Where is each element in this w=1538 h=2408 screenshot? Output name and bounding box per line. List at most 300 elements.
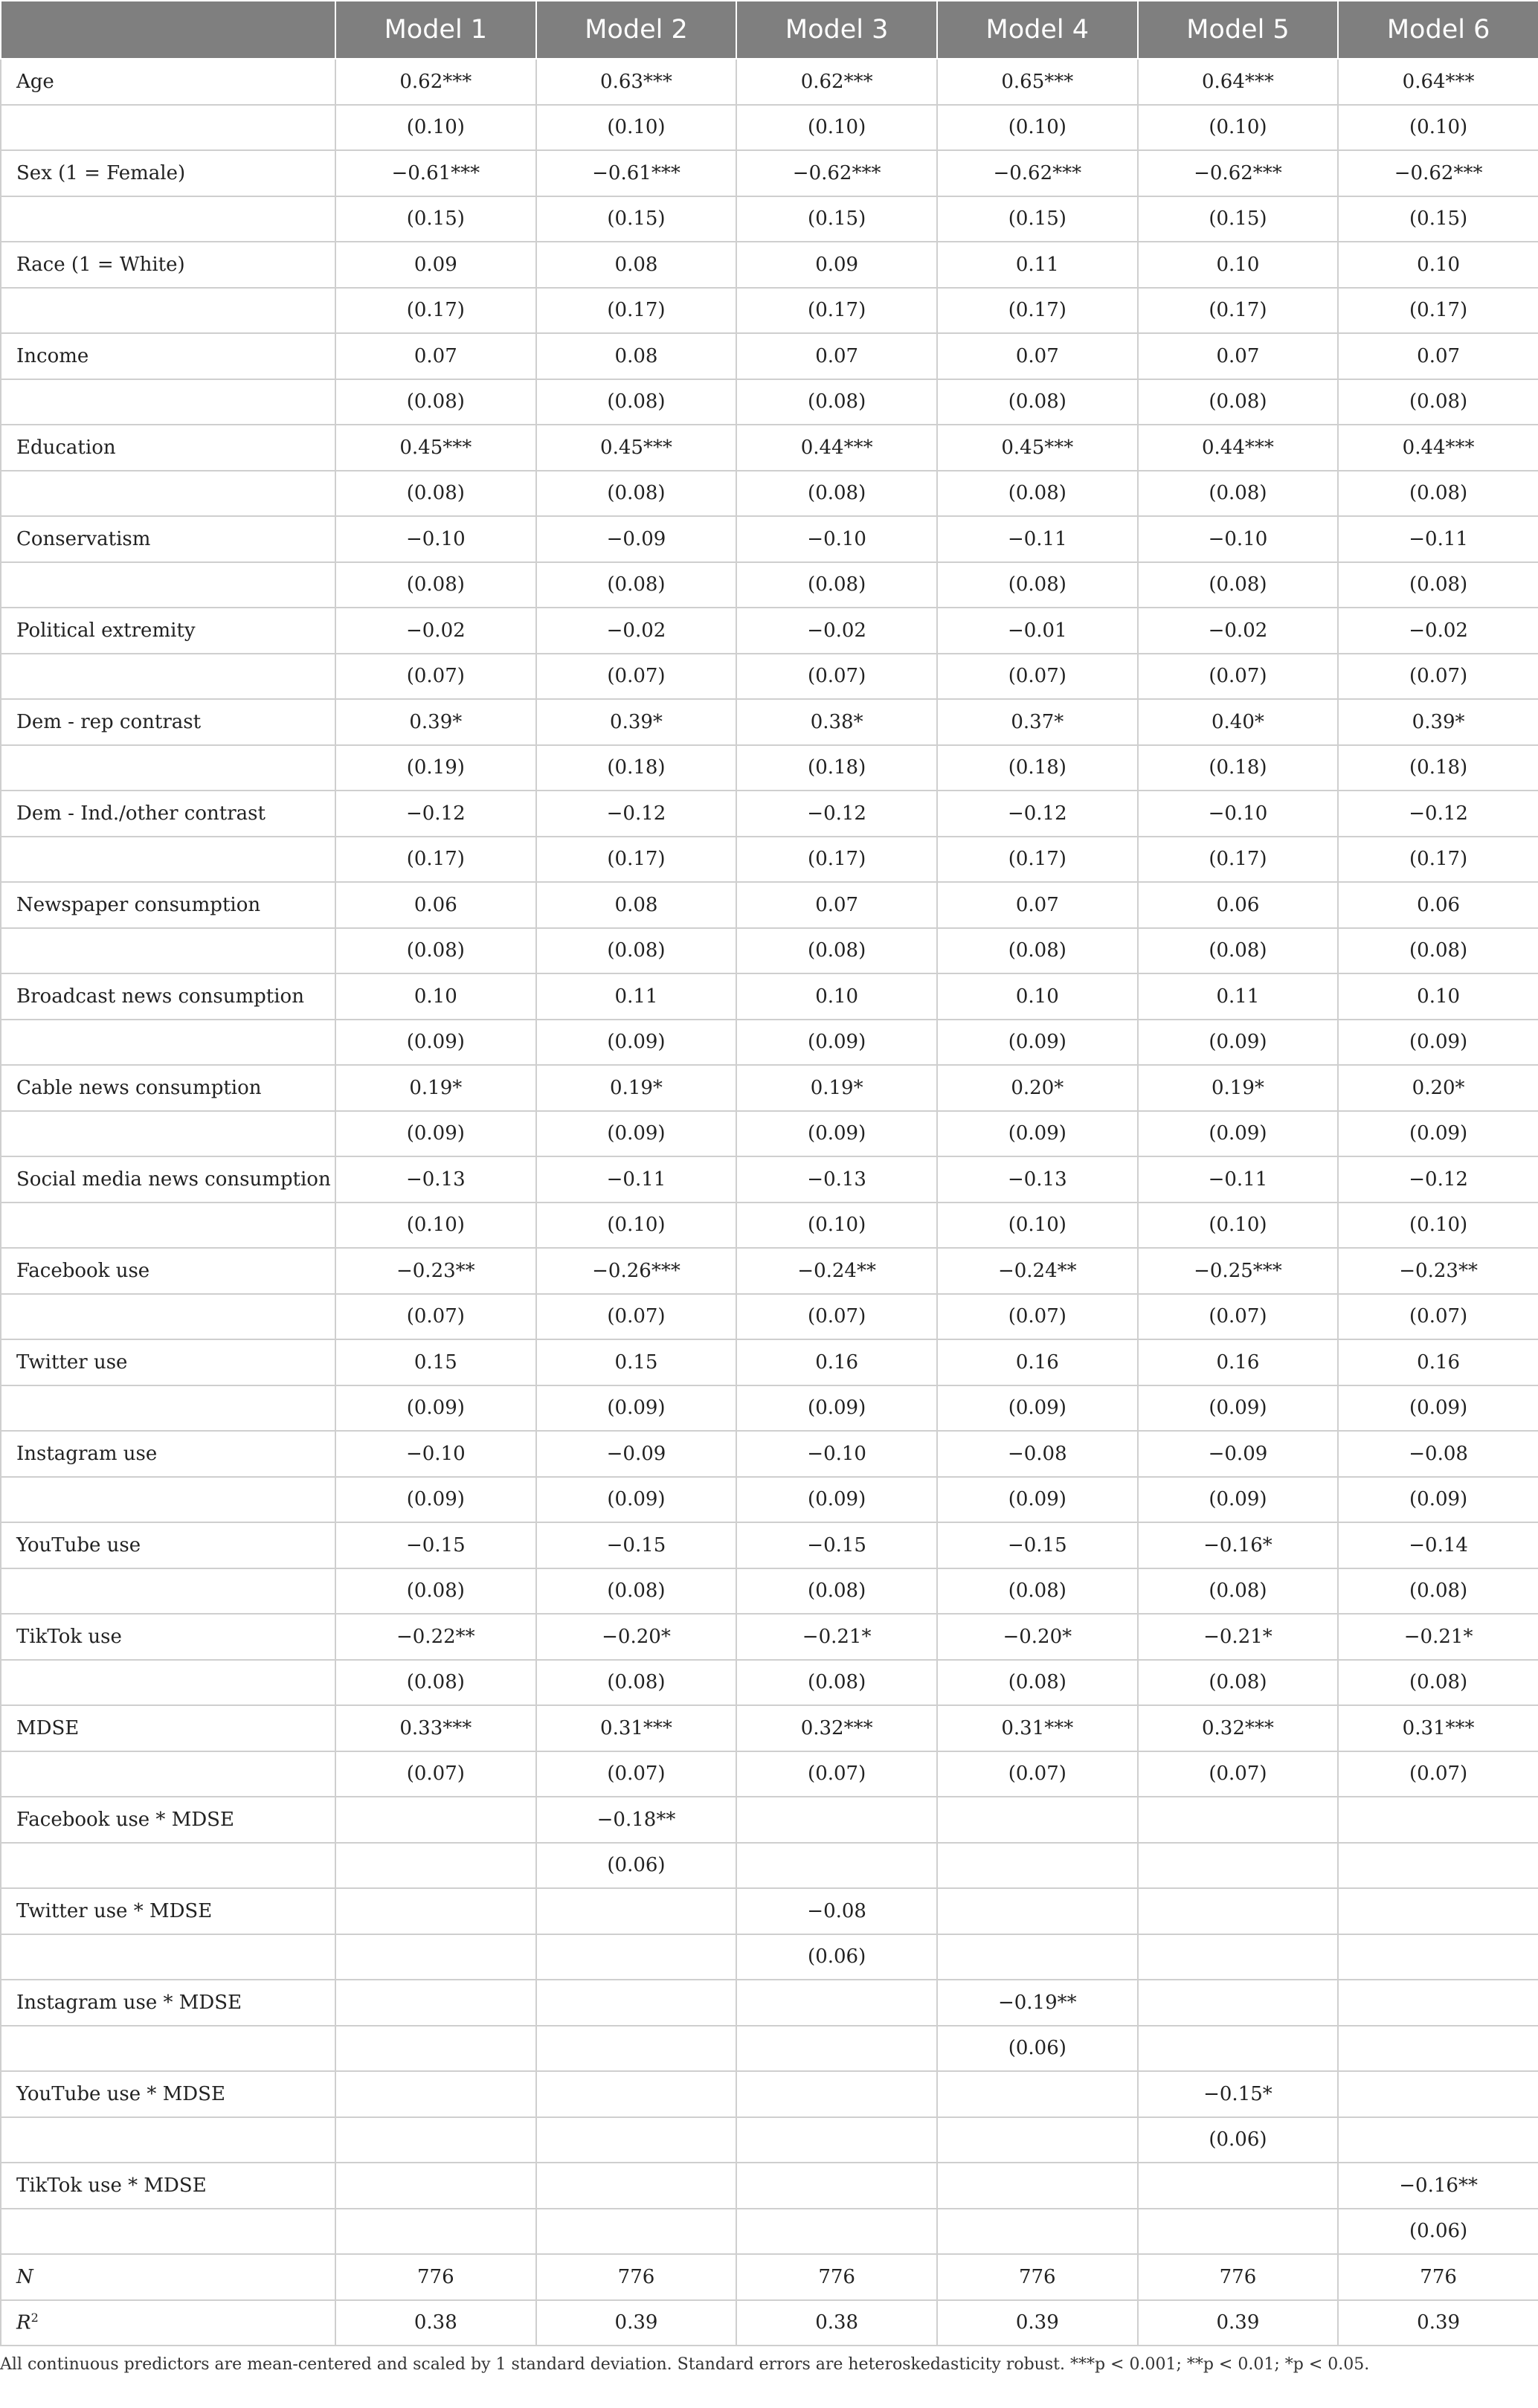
coef-cell: −0.19** — [937, 1980, 1138, 2026]
coef-cell — [1338, 1888, 1538, 1934]
coef-cell: 0.11 — [937, 242, 1138, 288]
se-cell: (0.18) — [736, 745, 937, 791]
se-cell: (0.07) — [536, 654, 737, 700]
coef-cell: 0.07 — [1338, 333, 1538, 379]
coef-cell: 0.32*** — [1138, 1705, 1339, 1751]
table-row — [1, 333, 1538, 379]
row-label: Twitter use — [1, 1339, 335, 1385]
se-cell: (0.08) — [937, 1568, 1138, 1615]
table-row-se — [1, 196, 1538, 242]
row-label: MDSE — [1, 1705, 335, 1751]
coef-cell: −0.09 — [1138, 1431, 1339, 1477]
table-row-se — [1, 1751, 1538, 1797]
se-cell: (0.08) — [335, 471, 536, 517]
coef-cell: 0.32*** — [736, 1705, 937, 1751]
se-cell: (0.17) — [937, 288, 1138, 334]
coef-cell: 0.06 — [1338, 882, 1538, 928]
coef-cell: 0.44*** — [736, 425, 937, 471]
se-cell — [1138, 2209, 1339, 2255]
coef-cell: −0.12 — [1338, 1156, 1538, 1203]
se-cell: (0.07) — [335, 1751, 536, 1797]
se-cell: (0.08) — [937, 471, 1138, 517]
se-cell: (0.15) — [536, 196, 737, 242]
se-cell: (0.08) — [1138, 379, 1339, 425]
coef-cell: −0.22** — [335, 1614, 536, 1660]
se-cell: (0.10) — [736, 1203, 937, 1249]
table-row — [1, 791, 1538, 837]
se-cell: (0.07) — [736, 1751, 937, 1797]
se-cell: (0.08) — [536, 928, 737, 974]
se-cell: (0.10) — [1338, 1203, 1538, 1249]
table-row-se — [1, 471, 1538, 517]
coef-cell: 0.07 — [1138, 333, 1339, 379]
se-cell: (0.18) — [1138, 745, 1339, 791]
coef-cell: −0.21* — [1338, 1614, 1538, 1660]
table-row — [1, 1156, 1538, 1203]
row-label: TikTok use * MDSE — [1, 2163, 335, 2209]
se-cell — [335, 2209, 536, 2255]
se-cell: (0.08) — [536, 471, 737, 517]
table-row — [1, 2071, 1538, 2117]
coef-cell: 0.33*** — [335, 1705, 536, 1751]
table-row — [1, 973, 1538, 1020]
coef-cell: −0.11 — [937, 516, 1138, 562]
se-cell: (0.08) — [335, 1568, 536, 1615]
row-label-empty — [1, 1385, 335, 1432]
coef-cell: −0.61*** — [536, 150, 737, 196]
row-label: Twitter use * MDSE — [1, 1888, 335, 1934]
se-cell: (0.08) — [736, 379, 937, 425]
se-cell: (0.08) — [1338, 379, 1538, 425]
table-row — [1, 1248, 1538, 1294]
coef-cell: −0.01 — [937, 608, 1138, 654]
se-cell: (0.08) — [536, 379, 737, 425]
table-row — [1, 1339, 1538, 1385]
coef-cell: −0.12 — [335, 791, 536, 837]
se-cell: (0.15) — [736, 196, 937, 242]
coef-cell: −0.09 — [536, 516, 737, 562]
se-cell: (0.10) — [335, 105, 536, 151]
se-cell: (0.17) — [1338, 288, 1538, 334]
row-label-empty — [1, 196, 335, 242]
n-value: 776 — [335, 2254, 536, 2300]
coef-cell: 0.07 — [937, 882, 1138, 928]
se-cell: (0.08) — [736, 928, 937, 974]
coef-cell: −0.10 — [1138, 791, 1339, 837]
coef-cell: 0.09 — [335, 242, 536, 288]
coef-cell: 0.39* — [335, 699, 536, 745]
se-cell — [536, 2117, 737, 2163]
row-label: Sex (1 = Female) — [1, 150, 335, 196]
se-cell: (0.06) — [536, 1843, 737, 1889]
r2-value: 0.39 — [1338, 2300, 1538, 2346]
table-row-se — [1, 2026, 1538, 2072]
table-row — [1, 1797, 1538, 1843]
r2-label-base: R — [16, 2312, 31, 2335]
se-cell: (0.08) — [536, 1660, 737, 1706]
table-footnote: All continuous predictors are mean-centered and scaled by 1 standard deviation. Standard errors are heteroskedasticity robust. ***p < 0.001; **p < 0.01; *p < 0.05. — [0, 2355, 1370, 2374]
se-cell: (0.07) — [937, 1751, 1138, 1797]
coef-cell: 0.31*** — [536, 1705, 737, 1751]
coef-cell: −0.11 — [1138, 1156, 1339, 1203]
row-label: Newspaper consumption — [1, 882, 335, 928]
se-cell: (0.06) — [736, 1934, 937, 1980]
row-label-empty — [1, 654, 335, 700]
coef-cell — [1138, 1797, 1339, 1843]
row-label-empty — [1, 379, 335, 425]
se-cell — [335, 1843, 536, 1889]
table-row-se — [1, 562, 1538, 608]
coef-cell — [1338, 2071, 1538, 2117]
coef-cell — [937, 1888, 1138, 1934]
coef-cell: 0.09 — [736, 242, 937, 288]
row-label-empty — [1, 1568, 335, 1615]
coef-cell: 0.10 — [1138, 242, 1339, 288]
coef-cell: 0.15 — [335, 1339, 536, 1385]
table-row — [1, 1888, 1538, 1934]
coef-cell: 0.37* — [937, 699, 1138, 745]
table-row-se — [1, 1020, 1538, 1066]
se-cell: (0.17) — [937, 837, 1138, 883]
se-cell: (0.09) — [536, 1477, 737, 1523]
coef-cell: 0.39* — [536, 699, 737, 745]
coef-cell: −0.24** — [937, 1248, 1138, 1294]
row-label-empty — [1, 1843, 335, 1889]
row-label-empty — [1, 1660, 335, 1706]
coef-cell: 0.08 — [536, 333, 737, 379]
coef-cell: −0.12 — [1338, 791, 1538, 837]
row-label: Race (1 = White) — [1, 242, 335, 288]
coef-cell: −0.24** — [736, 1248, 937, 1294]
se-cell: (0.09) — [937, 1477, 1138, 1523]
coef-cell: 0.08 — [536, 242, 737, 288]
coef-cell: −0.15* — [1138, 2071, 1339, 2117]
se-cell: (0.09) — [736, 1111, 937, 1157]
row-label: Instagram use * MDSE — [1, 1980, 335, 2026]
se-cell — [335, 1934, 536, 1980]
se-cell: (0.08) — [1138, 471, 1339, 517]
se-cell: (0.06) — [1338, 2209, 1538, 2255]
se-cell — [1338, 2026, 1538, 2072]
coef-cell — [335, 2163, 536, 2209]
coef-cell — [937, 2163, 1138, 2209]
coef-cell: 0.10 — [1338, 973, 1538, 1020]
table-row — [1, 425, 1538, 471]
se-cell: (0.09) — [335, 1385, 536, 1432]
coef-cell — [937, 1797, 1138, 1843]
se-cell: (0.08) — [1338, 471, 1538, 517]
row-label-empty — [1, 837, 335, 883]
se-cell: (0.09) — [1338, 1020, 1538, 1066]
se-cell: (0.08) — [736, 1568, 937, 1615]
coef-cell: −0.62*** — [1338, 150, 1538, 196]
coef-cell: −0.26*** — [536, 1248, 737, 1294]
r2-label — [1, 2300, 335, 2346]
se-cell: (0.15) — [937, 196, 1138, 242]
se-cell: (0.07) — [1338, 1751, 1538, 1797]
se-cell: (0.08) — [1138, 562, 1339, 608]
coef-cell: −0.02 — [1138, 608, 1339, 654]
row-label-empty — [1, 1203, 335, 1249]
se-cell: (0.19) — [335, 745, 536, 791]
coef-cell: −0.08 — [736, 1888, 937, 1934]
se-cell: (0.07) — [1138, 654, 1339, 700]
table-row — [1, 1065, 1538, 1111]
coef-cell: 0.44*** — [1338, 425, 1538, 471]
coef-cell: 0.07 — [937, 333, 1138, 379]
se-cell: (0.07) — [335, 654, 536, 700]
se-cell: (0.08) — [736, 471, 937, 517]
n-label — [1, 2254, 335, 2300]
table-row-se — [1, 1385, 1538, 1432]
se-cell — [1338, 2117, 1538, 2163]
row-label-empty — [1, 1020, 335, 1066]
se-cell: (0.09) — [937, 1111, 1138, 1157]
row-label-empty — [1, 105, 335, 151]
se-cell: (0.17) — [1338, 837, 1538, 883]
coef-cell: −0.10 — [335, 1431, 536, 1477]
table-row-se — [1, 1660, 1538, 1706]
table-row — [1, 608, 1538, 654]
se-cell: (0.10) — [1138, 105, 1339, 151]
table-row-se — [1, 288, 1538, 334]
coef-cell: 0.10 — [736, 973, 937, 1020]
coef-cell: 0.44*** — [1138, 425, 1339, 471]
coef-cell: −0.62*** — [1138, 150, 1339, 196]
table-row-se — [1, 1111, 1538, 1157]
se-cell: (0.17) — [335, 837, 536, 883]
n-value: 776 — [736, 2254, 937, 2300]
table-row — [1, 1522, 1538, 1568]
coef-cell: 0.64*** — [1338, 59, 1538, 105]
coef-cell: −0.23** — [335, 1248, 536, 1294]
se-cell: (0.08) — [1138, 928, 1339, 974]
row-label: Facebook use — [1, 1248, 335, 1294]
coef-cell: 0.16 — [1338, 1339, 1538, 1385]
r2-value: 0.38 — [736, 2300, 937, 2346]
table-row-se — [1, 1203, 1538, 1249]
row-label: Cable news consumption — [1, 1065, 335, 1111]
r2-value: 0.39 — [536, 2300, 737, 2346]
row-label-empty — [1, 2026, 335, 2072]
se-cell: (0.07) — [335, 1294, 536, 1340]
coef-cell: 0.40* — [1138, 699, 1339, 745]
row-label: YouTube use — [1, 1522, 335, 1568]
coef-cell: −0.12 — [536, 791, 737, 837]
se-cell: (0.07) — [937, 1294, 1138, 1340]
se-cell: (0.10) — [937, 1203, 1138, 1249]
coef-cell: 0.19* — [536, 1065, 737, 1111]
coef-cell: 0.62*** — [335, 59, 536, 105]
se-cell — [736, 2209, 937, 2255]
coef-cell: −0.11 — [1338, 516, 1538, 562]
se-cell: (0.08) — [736, 562, 937, 608]
coef-cell: −0.02 — [335, 608, 536, 654]
coef-cell: 0.65*** — [937, 59, 1138, 105]
coef-cell — [1338, 1797, 1538, 1843]
coef-cell: −0.14 — [1338, 1522, 1538, 1568]
se-cell: (0.07) — [1338, 654, 1538, 700]
coef-cell: −0.15 — [536, 1522, 737, 1568]
se-cell: (0.09) — [536, 1111, 737, 1157]
se-cell: (0.08) — [937, 562, 1138, 608]
se-cell: (0.09) — [1338, 1111, 1538, 1157]
coef-cell — [536, 1888, 737, 1934]
table-row — [1, 516, 1538, 562]
row-label: Facebook use * MDSE — [1, 1797, 335, 1843]
se-cell: (0.10) — [736, 105, 937, 151]
header-model-3: Model 3 — [736, 1, 937, 59]
header-model-6: Model 6 — [1338, 1, 1538, 59]
n-value: 776 — [536, 2254, 737, 2300]
coef-cell: −0.12 — [937, 791, 1138, 837]
coef-cell: −0.62*** — [937, 150, 1138, 196]
coef-cell — [335, 1888, 536, 1934]
coef-cell: 0.08 — [536, 882, 737, 928]
se-cell: (0.17) — [1138, 837, 1339, 883]
coef-cell: 0.10 — [1338, 242, 1538, 288]
table-row — [1, 1980, 1538, 2026]
row-label: Income — [1, 333, 335, 379]
coef-cell: −0.13 — [736, 1156, 937, 1203]
coef-cell: 0.19* — [335, 1065, 536, 1111]
coef-cell: 0.07 — [736, 333, 937, 379]
coef-cell: −0.02 — [536, 608, 737, 654]
se-cell — [1338, 1843, 1538, 1889]
header-model-4: Model 4 — [937, 1, 1138, 59]
se-cell: (0.07) — [736, 654, 937, 700]
se-cell — [1338, 1934, 1538, 1980]
table-row-se — [1, 837, 1538, 883]
se-cell — [937, 2117, 1138, 2163]
coef-cell: 0.07 — [736, 882, 937, 928]
se-cell: (0.07) — [536, 1294, 737, 1340]
row-label: Conservatism — [1, 516, 335, 562]
se-cell — [736, 2026, 937, 2072]
se-cell: (0.07) — [1138, 1751, 1339, 1797]
coef-cell: 0.07 — [335, 333, 536, 379]
coef-cell: −0.15 — [335, 1522, 536, 1568]
se-cell: (0.08) — [1138, 1660, 1339, 1706]
row-label: Dem - Ind./other contrast — [1, 791, 335, 837]
se-cell: (0.07) — [1138, 1294, 1339, 1340]
coef-cell: 0.62*** — [736, 59, 937, 105]
coef-cell — [1138, 2163, 1339, 2209]
row-label: Social media news consumption — [1, 1156, 335, 1203]
row-label-empty — [1, 928, 335, 974]
coef-cell: 0.45*** — [937, 425, 1138, 471]
coef-cell: −0.20* — [536, 1614, 737, 1660]
table-row-se — [1, 654, 1538, 700]
coef-cell: 0.11 — [536, 973, 737, 1020]
row-label-empty — [1, 1751, 335, 1797]
header-row — [1, 1, 1538, 59]
table-row-se — [1, 1294, 1538, 1340]
table-row — [1, 1614, 1538, 1660]
se-cell: (0.15) — [335, 196, 536, 242]
coef-cell: 0.19* — [1138, 1065, 1339, 1111]
r2-label-sup: 2 — [30, 2311, 39, 2325]
se-cell — [335, 2026, 536, 2072]
se-cell: (0.08) — [335, 1660, 536, 1706]
coef-cell: 0.20* — [1338, 1065, 1538, 1111]
table-row — [1, 242, 1538, 288]
se-cell: (0.17) — [736, 837, 937, 883]
row-label-empty — [1, 471, 335, 517]
se-cell: (0.07) — [536, 1751, 737, 1797]
se-cell: (0.09) — [736, 1020, 937, 1066]
table-row-se — [1, 379, 1538, 425]
se-cell: (0.10) — [335, 1203, 536, 1249]
coef-cell: −0.23** — [1338, 1248, 1538, 1294]
se-cell: (0.17) — [736, 288, 937, 334]
coef-cell: 0.45*** — [335, 425, 536, 471]
header-model-5: Model 5 — [1138, 1, 1339, 59]
se-cell: (0.10) — [536, 1203, 737, 1249]
coef-cell: 0.10 — [335, 973, 536, 1020]
coef-cell: 0.16 — [1138, 1339, 1339, 1385]
se-cell: (0.08) — [335, 928, 536, 974]
se-cell: (0.15) — [1138, 196, 1339, 242]
r2-row — [1, 2300, 1538, 2346]
row-label: Instagram use — [1, 1431, 335, 1477]
coef-cell: 0.38* — [736, 699, 937, 745]
coef-cell — [736, 1980, 937, 2026]
se-cell: (0.06) — [1138, 2117, 1339, 2163]
coef-cell: −0.02 — [1338, 608, 1538, 654]
table-row-se — [1, 2209, 1538, 2255]
coef-cell: −0.02 — [736, 608, 937, 654]
r2-value: 0.39 — [937, 2300, 1138, 2346]
coef-cell: 0.06 — [335, 882, 536, 928]
se-cell: (0.18) — [937, 745, 1138, 791]
n-row — [1, 2254, 1538, 2300]
table-row-se — [1, 745, 1538, 791]
se-cell: (0.08) — [335, 562, 536, 608]
coef-cell: −0.10 — [736, 1431, 937, 1477]
header-model-1: Model 1 — [335, 1, 536, 59]
coef-cell: −0.11 — [536, 1156, 737, 1203]
coef-cell: −0.13 — [335, 1156, 536, 1203]
coef-cell: 0.06 — [1138, 882, 1339, 928]
table-row — [1, 699, 1538, 745]
coef-cell: −0.62*** — [736, 150, 937, 196]
row-label: Broadcast news consumption — [1, 973, 335, 1020]
coef-cell: −0.25*** — [1138, 1248, 1339, 1294]
coef-cell: 0.64*** — [1138, 59, 1339, 105]
coef-cell: 0.45*** — [536, 425, 737, 471]
se-cell: (0.09) — [335, 1111, 536, 1157]
se-cell: (0.09) — [1138, 1111, 1339, 1157]
table-row-se — [1, 1568, 1538, 1615]
coef-cell — [335, 1980, 536, 2026]
coef-cell: −0.13 — [937, 1156, 1138, 1203]
se-cell: (0.09) — [736, 1477, 937, 1523]
se-cell: (0.09) — [335, 1477, 536, 1523]
row-label: Dem - rep contrast — [1, 699, 335, 745]
coef-cell: −0.15 — [736, 1522, 937, 1568]
coef-cell: −0.09 — [536, 1431, 737, 1477]
se-cell: (0.09) — [1338, 1477, 1538, 1523]
se-cell: (0.15) — [1338, 196, 1538, 242]
coef-cell — [1138, 1888, 1339, 1934]
table-row — [1, 2163, 1538, 2209]
se-cell: (0.10) — [937, 105, 1138, 151]
table-row — [1, 882, 1538, 928]
se-cell: (0.10) — [1138, 1203, 1339, 1249]
n-value: 776 — [937, 2254, 1138, 2300]
row-label-empty — [1, 1934, 335, 1980]
